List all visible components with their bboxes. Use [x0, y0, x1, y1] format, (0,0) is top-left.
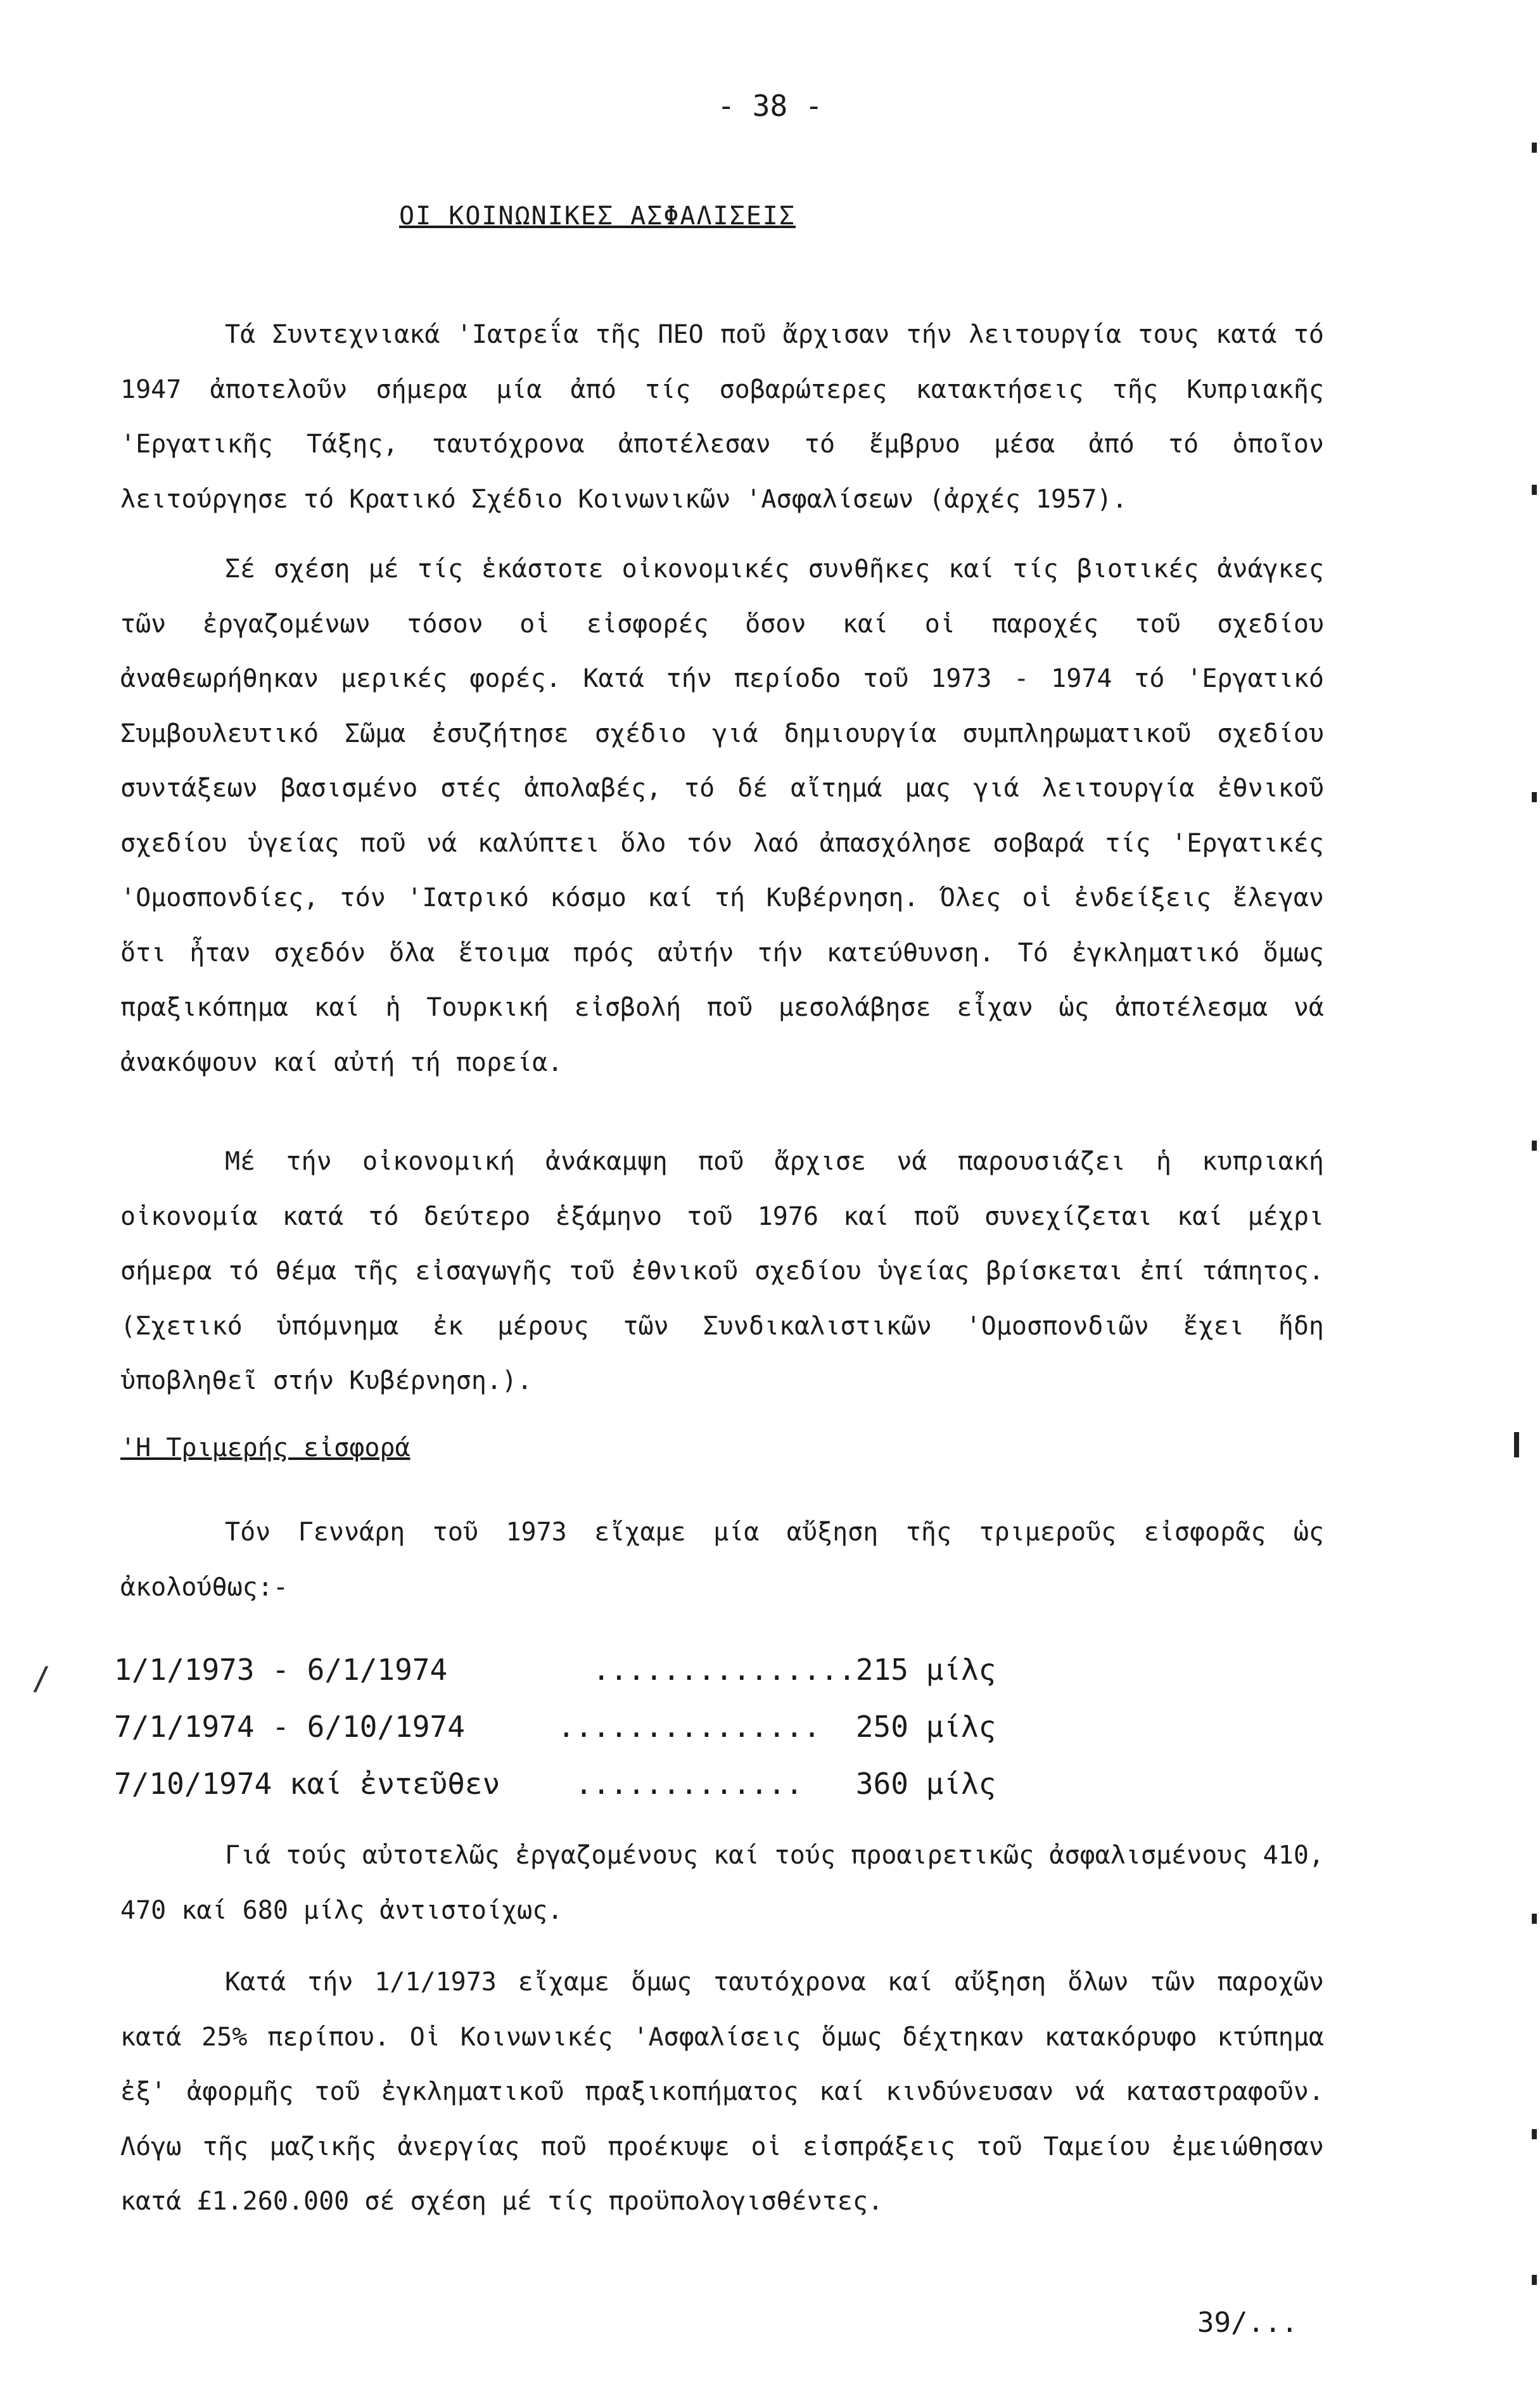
- edge-mark: [1532, 143, 1537, 153]
- edge-mark: [1532, 1141, 1537, 1151]
- continuation-marker: 39/...: [1197, 2307, 1298, 2339]
- edge-mark: [1532, 2129, 1537, 2139]
- edge-mark: [1514, 1432, 1519, 1457]
- contribution-rates-table: [114, 1641, 996, 1812]
- rate-period: 7/10/1974 καί ἐντεῦθεν: [114, 1767, 500, 1801]
- rate-row: [114, 1641, 996, 1698]
- edge-mark: [1532, 1914, 1537, 1924]
- subheading-tripartite-contribution: 'Η Τριμερής εἰσφορά: [120, 1433, 410, 1462]
- edge-mark: [1532, 792, 1537, 802]
- edge-mark: [1532, 485, 1537, 495]
- paragraph-economic-recovery: Μέ τήν οἰκονομική ἀνάκαμψη ποῦ ἄρχισε νά παρουσιάζει ἡ κυπριακή οἰκονομία κατά τό δεύτερο ἑξάμηνο τοῦ 1976 καί ποῦ συνεχίζεται καί μέχρι σήμερα τό θέμα τῆς εἰσαγωγῆς τοῦ ἐθνικοῦ σχεδίου ὑγείας βρίσκεται ἐπί τάπητος. (Σχετικό ὑπόμνημα ἐκ μέρους τῶν Συνδικαλιστικῶν 'Ομοσπονδιῶν ἔχει ἤδη ὑποβληθεῖ στήν Κυβέρνηση.).: [120, 1147, 1324, 1395]
- rate-period: 7/1/1974 - 6/10/1974: [114, 1710, 465, 1744]
- paragraph-workers-clinics: Τά Συντεχνιακά 'Ιατρεΐα τῆς ΠΕΟ ποῦ ἄρχισαν τήν λειτουργία τους κατά τό 1947 ἀποτελοῦν σήμερα μία ἀπό τίς σοβαρώτερες κατακτήσεις τῆς Κυπριακῆς 'Εργατικῆς Τάξης, ταυτόχρονα ἀποτέλεσαν τό ἔμβρυο μέσα ἀπό τό ὁποῖον λειτούργησε τό Κρατικό Σχέδιο Κοινωνικῶν 'Ασφαλίσεων (ἀρχές 1957).: [120, 320, 1324, 514]
- rate-value: 360 μίλς: [855, 1767, 996, 1801]
- page-number: - 38 -: [717, 89, 823, 123]
- edge-mark: [1532, 2275, 1537, 2285]
- rate-period: 1/1/1973 - 6/1/1974: [114, 1653, 448, 1687]
- rate-leader-dots: ...............: [557, 1653, 856, 1687]
- rate-value: 250 μίλς: [855, 1710, 996, 1744]
- paragraph-contributions-revisions: Σέ σχέση μέ τίς ἑκάστοτε οἰκονομικές συνθῆκες καί τίς βιοτικές ἀνάγκες τῶν ἐργαζομένων τόσον οἱ εἰσφορές ὅσον καί οἱ παροχές τοῦ σχεδίου ἀναθεωρήθηκαν μερικές φορές. Κατά τήν περίοδο τοῦ 1973 - 1974 τό 'Εργατικό Συμβουλευτικό Σῶμα ἐσυζήτησε σχέδιο γιά δημιουργία συμπληρωματικοῦ σχεδίου συντάξεων βασισμένο στές ἀπολαβές, τό δέ αἴτημά μας γιά λειτουργία ἐθνικοῦ σχεδίου ὑγείας ποῦ νά καλύπτει ὅλο τόν λαό ἀπασχόλησε σοβαρά τίς 'Εργατικές 'Ομοσπονδίες, τόν 'Ιατρικό κόσμο καί τή Κυβέρνηση. Όλες οἱ ἐνδείξεις ἔλεγαν ὅτι ἦταν σχεδόν ὅλα ἕτοιμα πρός αὐτήν τήν κατεύθυνση. Τό ἐγκληματικό ὅμως πραξικόπημα καί ἡ Τουρκική εἰσβολή ποῦ μεσολάβησε εἶχαν ὡς ἀποτέλεσμα νά ἀνακόψουν καί αὐτή τή πορεία.: [120, 554, 1324, 1077]
- paragraph-self-employed: Γιά τούς αὐτοτελῶς ἐργαζομένους καί τούς προαιρετικῶς ἀσφαλισμένους 410, 470 καί 680 μίλς ἀντιστοίχως.: [120, 1841, 1324, 1925]
- page-title: ΟΙ ΚΟΙΝΩΝΙΚΕΣ ΑΣΦΑΛΙΣΕΙΣ: [399, 202, 796, 231]
- paragraph-contribution-intro: Τόν Γεννάρη τοῦ 1973 εἴχαμε μία αὔξηση τῆς τριμεροῦς εἰσφορᾶς ὡς ἀκολούθως:-: [120, 1518, 1324, 1602]
- rate-leader-dots: ...............: [557, 1710, 821, 1744]
- rate-leader-dots: .............: [557, 1767, 803, 1801]
- margin-slash-mark: /: [32, 1660, 51, 1697]
- rate-value: 215 μίλς: [855, 1653, 996, 1687]
- paragraph-benefits-increase: Κατά τήν 1/1/1973 εἴχαμε ὅμως ταυτόχρονα καί αὔξηση ὅλων τῶν παροχῶν κατά 25% περίπου. Οἱ Κοινωνικές 'Ασφαλίσεις ὅμως δέχτηκαν κατακόρυφο κτύπημα ἐξ' ἀφορμῆς τοῦ ἐγκληματικοῦ πραξικοπήματος καί κινδύνευσαν νά καταστραφοῦν. Λόγω τῆς μαζικῆς ἀνεργίας ποῦ προέκυψε οἱ εἰσπράξεις τοῦ Ταμείου ἐμειώθησαν κατά £1.260.000 σέ σχέση μέ τίς προϋπολογισθέντες.: [120, 1968, 1324, 2216]
- rate-row: [114, 1755, 996, 1812]
- rate-row: [114, 1698, 996, 1755]
